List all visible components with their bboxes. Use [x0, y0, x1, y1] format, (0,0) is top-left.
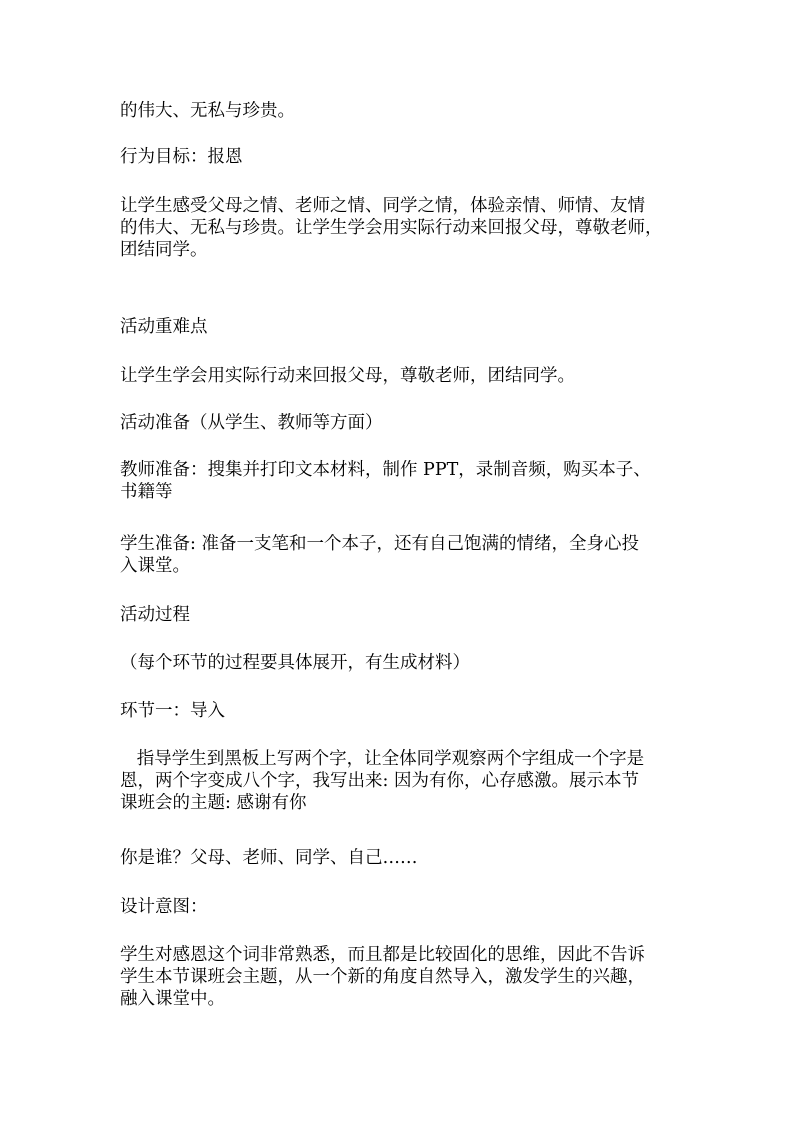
text-line: 融入课堂中。	[120, 989, 225, 1009]
text-line: （每个环节的过程要具体展开，有生成材料）	[120, 653, 470, 673]
key-difficulty-heading	[120, 316, 680, 338]
design-intent-heading	[120, 896, 680, 918]
text-line: 行为目标：报恩	[120, 147, 243, 167]
text-line: 学生对感恩这个词非常熟悉，而且都是比较固化的思维，因此不告诉	[120, 945, 645, 965]
text-line: 书籍等	[120, 482, 173, 502]
text-line: 教师准备：搜集并打印文本材料，制作 PPT，录制音频，购买本子、	[120, 460, 651, 480]
text-line: 团结同学。	[120, 240, 208, 260]
activity-process-heading	[120, 604, 680, 626]
text-line: 指导学生到黑板上写两个字，让全体同学观察两个字组成一个字是	[120, 749, 645, 769]
goal-paragraph	[120, 195, 680, 261]
text-line: 的伟大、无私与珍贵。	[120, 101, 295, 121]
text-line: 活动重难点	[120, 317, 208, 337]
text-line: 活动过程	[120, 605, 190, 625]
text-line: 让学生学会用实际行动来回报父母，尊敬老师，团结同学。	[120, 366, 575, 386]
design-intent-paragraph	[120, 944, 680, 1010]
text-line: 学生本节课班会主题，从一个新的角度自然导入，激发学生的兴趣，	[120, 967, 645, 987]
student-preparation-paragraph	[120, 533, 680, 577]
text-line: 的伟大、无私与珍贵。让学生学会用实际行动来回报父母，尊敬老师，	[120, 218, 663, 238]
text-line: 活动准备（从学生、教师等方面）	[120, 413, 383, 433]
text-line: 让学生感受父母之情、老师之情、同学之情，体验亲情、师情、友情	[120, 196, 645, 216]
section-one-heading	[120, 700, 680, 722]
text-line: 环节一：导入	[120, 701, 225, 721]
preparation-heading	[120, 412, 680, 434]
text-line: 课班会的主题: 感谢有你	[120, 793, 307, 813]
text-line: 恩，两个字变成八个字，我写出来: 因为有你，心存感激。展示本节	[120, 771, 639, 791]
text-line: 设计意图：	[120, 897, 208, 917]
who-are-you-line	[120, 847, 680, 869]
text-line: 入课堂。	[120, 556, 190, 576]
introduction-paragraph	[120, 748, 680, 814]
text-line: 你是谁？父母、老师、同学、自己……	[120, 848, 418, 868]
behavior-goal-heading	[120, 146, 680, 168]
paragraph-continuation	[120, 100, 680, 122]
teacher-preparation-paragraph	[120, 459, 680, 503]
process-note	[120, 652, 680, 674]
text-line: 学生准备: 准备一支笔和一个本子，还有自己饱满的情绪，全身心投	[120, 534, 639, 554]
key-difficulty-paragraph	[120, 365, 680, 387]
